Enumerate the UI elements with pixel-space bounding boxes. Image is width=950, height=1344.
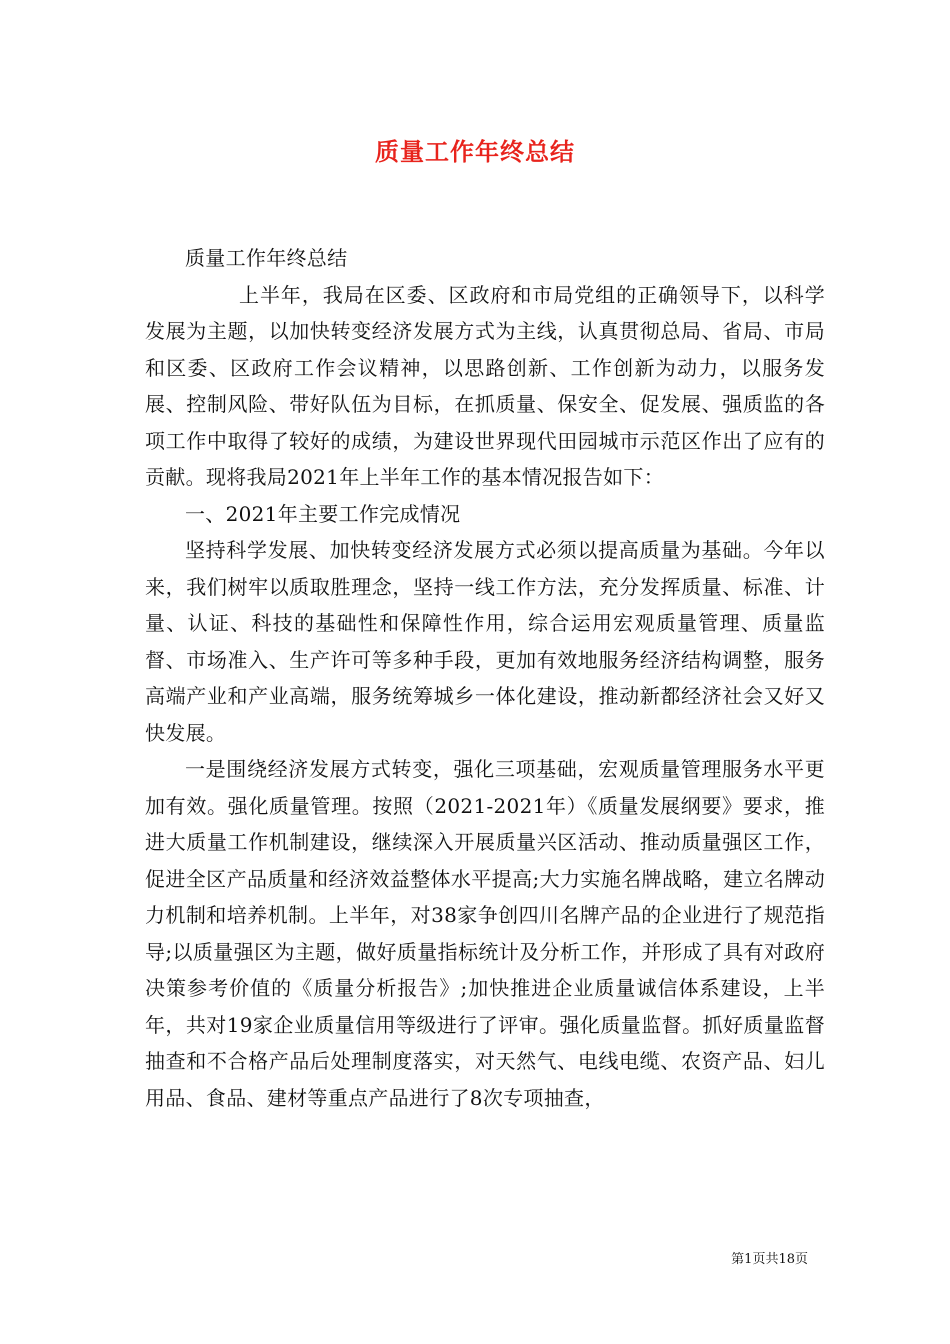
paragraph-overview: 坚持科学发展、加快转变经济发展方式必须以提高质量为基础。今年以来，我们树牢以质取胜理念，坚持一线工作方法，充分发挥质量、标准、计量、认证、科技的基础性和保障性作用，综合运用宏观质量管理、质量监督、市场准入、生产许可等多种手段，更加有效地服务经济结构调整，服务高端产业和产业高端，服务统筹城乡一体化建设，推动新都经济社会又好又快发展。 — [145, 538, 825, 745]
document-title: 质量工作年终总结 — [375, 137, 575, 166]
paragraph-heading: 质量工作年终总结 — [185, 246, 348, 270]
document-body — [145, 240, 825, 1116]
page-number: 第1页共18页 — [731, 1252, 808, 1267]
paragraph-intro: 上半年，我局在区委、区政府和市局党组的正确领导下，以科学发展为主题，以加快转变经济发展方式为主线，认真贯彻总局、省局、市局和区委、区政府工作会议精神，以思路创新、工作创新为动力，以服务发展、控制风险、带好队伍为目标，在抓质量、保安全、促发展、强质监的各项工作中取得了较好的成绩，为建设世界现代田园城市示范区作出了应有的贡献。现将我局2021年上半年工作的基本情况报告如下： — [145, 282, 825, 489]
section-heading: 一、2021年主要工作完成情况 — [185, 501, 461, 526]
paragraph-item-one: 一是围绕经济发展方式转变，强化三项基础，宏观质量管理服务水平更加有效。强化质量管理。按照（2021-2021年）《质量发展纲要》要求，推进大质量工作机制建设，继续深入开展质量兴区活动、推动质量强区工作，促进全区产品质量和经济效益整体水平提高;大力实施名牌战略，建立名牌动力机制和培养机制。上半年，对38家争创四川名牌产品的企业进行了规范指导;以质量强区为主题，做好质量指标统计及分析工作，并形成了具有对政府决策参考价值的《质量分析报告》;加快推进企业质量诚信体系建设，上半年，共对19家企业质量信用等级进行了评审。强化质量监督。抓好质量监督抽查和不合格产品后处理制度落实，对天然气、电线电缆、农资产品、妇儿用品、食品、建材等重点产品进行了8次专项抽查， — [145, 757, 825, 1110]
